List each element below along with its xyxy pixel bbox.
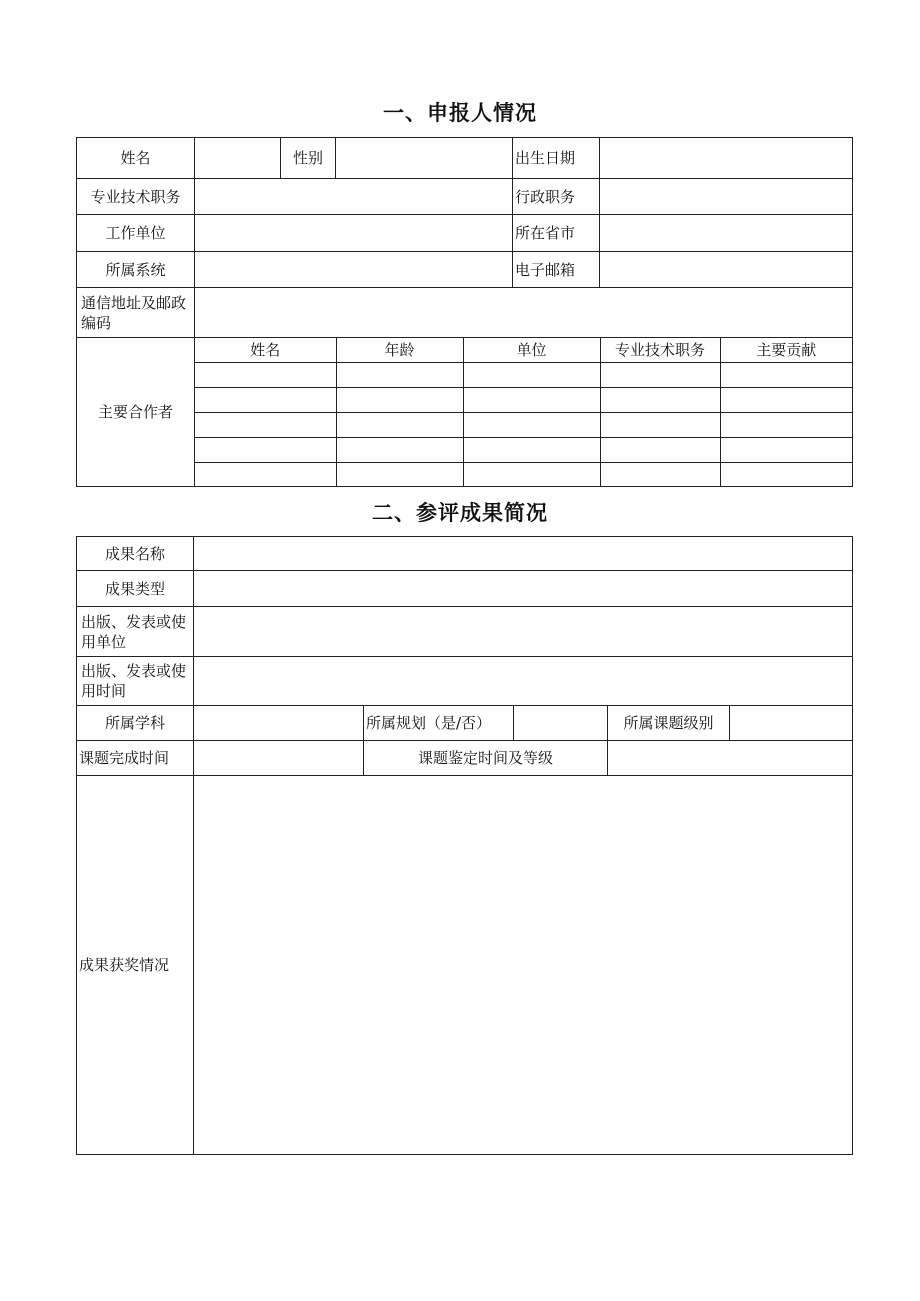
partner-cell[interactable] bbox=[720, 437, 852, 462]
partner-cell[interactable] bbox=[195, 412, 336, 437]
partner-row bbox=[195, 362, 852, 387]
partner-header-unit: 单位 bbox=[463, 338, 600, 362]
name-field[interactable] bbox=[195, 138, 281, 179]
partners-label: 主要合作者 bbox=[77, 338, 195, 487]
partner-cell[interactable] bbox=[463, 362, 600, 387]
publisher-label: 出版、发表或使用单位 bbox=[77, 607, 194, 657]
achievement-type-label: 成果类型 bbox=[77, 571, 194, 607]
partner-cell[interactable] bbox=[463, 462, 600, 486]
gender-field[interactable] bbox=[336, 138, 513, 179]
partners-table bbox=[195, 338, 852, 486]
partner-cell[interactable] bbox=[195, 362, 336, 387]
achievement-info-table bbox=[76, 536, 853, 706]
partner-row bbox=[195, 437, 852, 462]
plan-label: 所属规划（是/否） bbox=[364, 706, 514, 741]
professional-title-label: 专业技术职务 bbox=[77, 179, 195, 215]
partner-row bbox=[195, 412, 852, 437]
partner-cell[interactable] bbox=[336, 437, 463, 462]
partner-cell[interactable] bbox=[463, 387, 600, 412]
achievement-name-label: 成果名称 bbox=[77, 537, 194, 571]
achievement-type-field[interactable] bbox=[194, 571, 853, 607]
finish-time-label: 课题完成时间 bbox=[77, 741, 194, 776]
discipline-label: 所属学科 bbox=[77, 706, 194, 741]
awards-field[interactable] bbox=[194, 776, 853, 1155]
partner-cell[interactable] bbox=[600, 462, 720, 486]
project-info-table bbox=[76, 705, 853, 1155]
applicant-info-table bbox=[76, 137, 853, 487]
partner-cell[interactable] bbox=[720, 362, 852, 387]
publish-time-field[interactable] bbox=[194, 657, 853, 706]
partner-cell[interactable] bbox=[600, 437, 720, 462]
gender-label: 性别 bbox=[281, 138, 336, 179]
province-field[interactable] bbox=[600, 215, 853, 252]
partner-cell[interactable] bbox=[336, 387, 463, 412]
partner-header-age: 年龄 bbox=[336, 338, 463, 362]
partner-cell[interactable] bbox=[720, 387, 852, 412]
partner-header-name: 姓名 bbox=[195, 338, 336, 362]
achievement-name-field[interactable] bbox=[194, 537, 853, 571]
birth-date-label: 出生日期 bbox=[513, 138, 600, 179]
section-2-title: 二、参评成果简况 bbox=[372, 501, 548, 525]
admin-post-label: 行政职务 bbox=[513, 179, 600, 215]
finish-time-field[interactable] bbox=[194, 741, 364, 776]
partner-cell[interactable] bbox=[463, 412, 600, 437]
partner-cell[interactable] bbox=[463, 437, 600, 462]
section-1-title: 一、申报人情况 bbox=[383, 101, 537, 125]
address-label: 通信地址及邮政编码 bbox=[77, 288, 195, 338]
project-level-field[interactable] bbox=[730, 706, 853, 741]
project-level-label: 所属课题级别 bbox=[608, 706, 730, 741]
partner-row bbox=[195, 462, 852, 486]
admin-post-field[interactable] bbox=[600, 179, 853, 215]
partner-cell[interactable] bbox=[720, 412, 852, 437]
partner-header-title: 专业技术职务 bbox=[600, 338, 720, 362]
email-field[interactable] bbox=[600, 252, 853, 288]
province-label: 所在省市 bbox=[513, 215, 600, 252]
system-field[interactable] bbox=[195, 252, 513, 288]
work-unit-label: 工作单位 bbox=[77, 215, 195, 252]
partner-cell[interactable] bbox=[600, 362, 720, 387]
partner-cell[interactable] bbox=[600, 387, 720, 412]
partner-cell[interactable] bbox=[195, 462, 336, 486]
discipline-field[interactable] bbox=[194, 706, 364, 741]
partner-cell[interactable] bbox=[195, 437, 336, 462]
partner-cell[interactable] bbox=[336, 412, 463, 437]
plan-field[interactable] bbox=[514, 706, 608, 741]
partner-cell[interactable] bbox=[195, 387, 336, 412]
partner-cell[interactable] bbox=[600, 412, 720, 437]
partner-cell[interactable] bbox=[720, 462, 852, 486]
awards-label: 成果获奖情况 bbox=[77, 776, 194, 1155]
partner-row bbox=[195, 387, 852, 412]
email-label: 电子邮箱 bbox=[513, 252, 600, 288]
publisher-field[interactable] bbox=[194, 607, 853, 657]
publish-time-label: 出版、发表或使用时间 bbox=[77, 657, 194, 706]
professional-title-field[interactable] bbox=[195, 179, 513, 215]
appraisal-label: 课题鉴定时间及等级 bbox=[364, 741, 608, 776]
name-label: 姓名 bbox=[77, 138, 195, 179]
partner-header-contribution: 主要贡献 bbox=[720, 338, 852, 362]
partner-cell[interactable] bbox=[336, 362, 463, 387]
system-label: 所属系统 bbox=[77, 252, 195, 288]
appraisal-field[interactable] bbox=[608, 741, 853, 776]
birth-date-field[interactable] bbox=[600, 138, 853, 179]
address-field[interactable] bbox=[195, 288, 853, 338]
work-unit-field[interactable] bbox=[195, 215, 513, 252]
partner-cell[interactable] bbox=[336, 462, 463, 486]
